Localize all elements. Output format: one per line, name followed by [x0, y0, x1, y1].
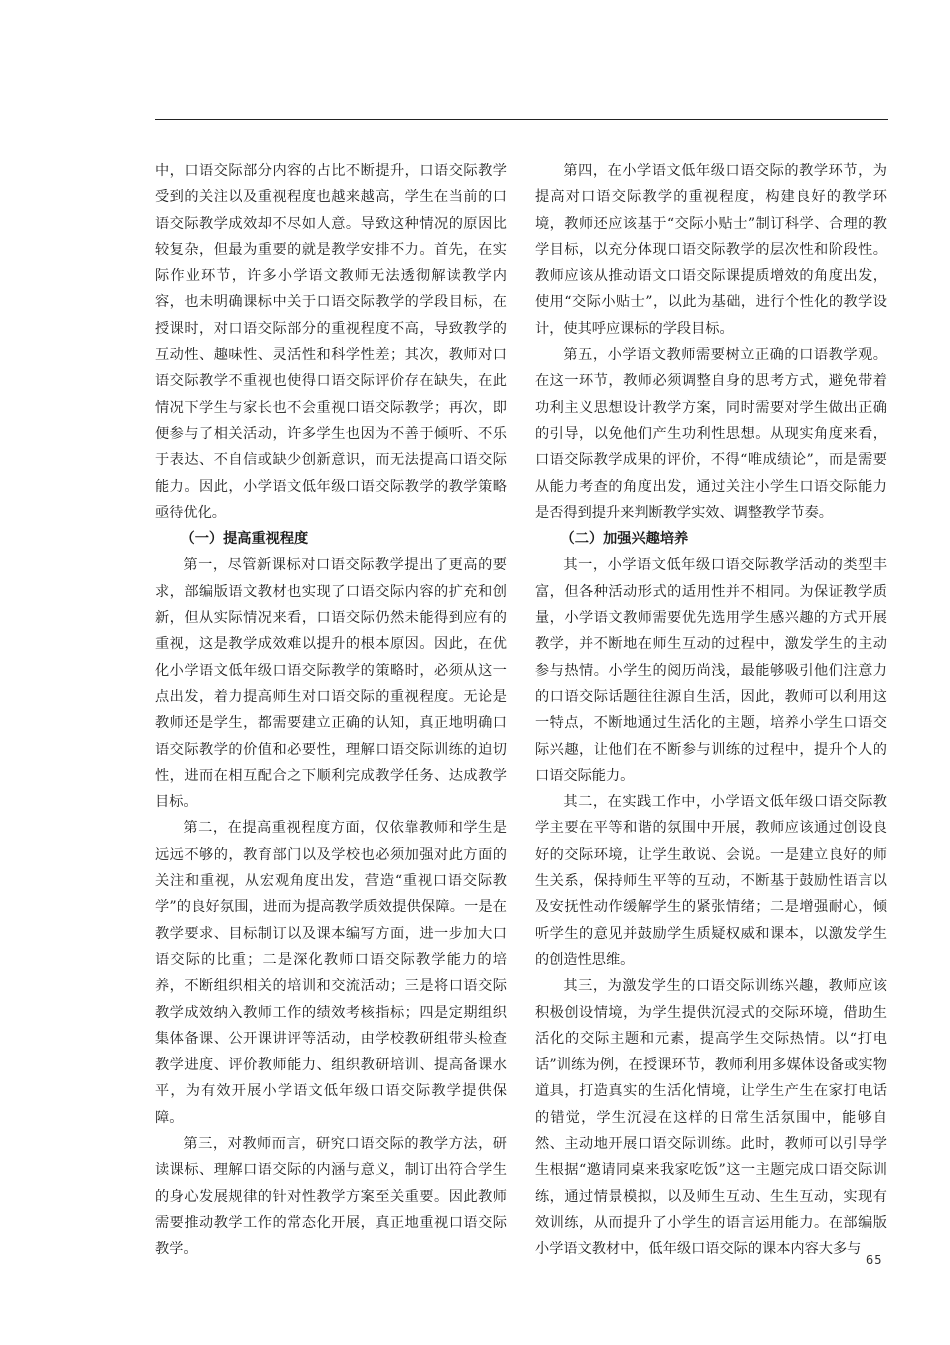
page-number: 65 [866, 1253, 883, 1267]
paragraph-fifth: 第五，小学语文教师需要树立正确的口语教学观。在这一环节，教师必须调整自身的思考方式，避免带着功利主义思想设计教学方案，同时需要对学生做出正确的引导，以免他们产生功利性思想。从现实角度来看，口语交际教学成果的评价，不得“唯成绩论”，而是需要从能力考查的角度出发，通过关注小学生口语交际能力是否得到提升来判断教学实效、调整教学节奏。 [535, 347, 887, 521]
paragraph-item-three: 其三，为激发学生的口语交际训练兴趣，教师应该积极创设情境，为学生提供沉浸式的交际环境，借助生活化的交际主题和元素，提高学生交际热情。以“打电话”训练为例，在授课环节，教师利用多媒体设备或实物道具，打造真实的生活化情境，让学生产生在家打电话的错觉，学生沉浸在这样的日常生活氛围中，能够自然、主动地开展口语交际训练。此时，教师可以引导学生根据“邀请同桌来我家吃饭”这一主题完成口语交际训练，通过情景模拟，以及师生互动、生生互动，实现有效训练，从而提升了小学生的语言运用能力。在部编版小学语文教材中，低年级口语交际的课本内容大多与 [535, 978, 887, 1258]
section-heading-raise-importance: （一）提高重视程度 [180, 531, 309, 548]
header-rule [155, 119, 888, 120]
paragraph-second: 第二，在提高重视程度方面，仅依靠教师和学生是远远不够的，教育部门以及学校也必须加强对此方面的关注和重视，从宏观角度出发，营造“重视口语交际教学”的良好氛围，进而为提高教学质效提供保障。一是在教学要求、目标制订以及课本编写方面，进一步加大口语交际的比重；二是深化教师口语交际教学能力的培养，不断组织相关的培训和交流活动；三是将口语交际教学成效纳入教师工作的绩效考核指标；四是定期组织集体备课、公开课讲评等活动，由学校教研组带头检查教学进度、评价教师能力、组织教研培训、提高备课水平，为有效开展小学语文低年级口语交际教学提供保障。 [155, 820, 507, 1126]
paragraph-first: 第一，尽管新课标对口语交际教学提出了更高的要求，部编版语文教材也实现了口语交际内容的扩充和创新，但从实际情况来看，口语交际仍然未能得到应有的重视，这是教学成效难以提升的根本原因。因此，在优化小学语文低年级口语交际教学的策略时，必须从这一点出发，着力提高师生对口语交际的重视程度。无论是教师还是学生，都需要建立正确的认知，真正地明确口语交际教学的价值和必要性，理解口语交际训练的迫切性，进而在相互配合之下顺利完成教学任务、达成教学目标。 [155, 557, 507, 811]
section-heading-interest-cultivation: （二）加强兴趣培养 [560, 531, 689, 548]
paragraph-fourth: 第四，在小学语文低年级口语交际的教学环节，为提高对口语交际教学的重视程度，构建良好的教学环境，教师还应该基于“交际小贴士”制订科学、合理的教学目标，以充分体现口语交际教学的层次性和阶段性。教师应该从推动语文口语交际课提质增效的角度出发，使用“交际小贴士”，以此为基础，进行个性化的教学设计，使其呼应课标的学段目标。 [535, 163, 887, 337]
left-column [155, 158, 507, 1262]
right-column [535, 158, 887, 1262]
paragraph-item-one: 其一，小学语文低年级口语交际教学活动的类型丰富，但各种活动形式的适用性并不相同。为保证教学质量，小学语文教师需要优先选用学生感兴趣的方式开展教学，并不断地在师生互动的过程中，激发学生的主动参与热情。小学生的阅历尚浅，最能够吸引他们注意力的口语交际话题往往源自生活，因此，教师可以利用这一特点，不断地通过生活化的主题，培养小学生口语交际兴趣，让他们在不断参与训练的过程中，提升个人的口语交际能力。 [535, 557, 887, 784]
paragraph-continuation: 中，口语交际部分内容的占比不断提升，口语交际教学受到的关注以及重视程度也越来越高，学生在当前的口语交际教学成效却不尽如人意。导致这种情况的原因比较复杂，但最为重要的就是教学安排不力。首先，在实际作业环节，许多小学语文教师无法透彻解读教学内容，也未明确课标中关于口语交际教学的学段目标，在授课时，对口语交际部分的重视程度不高，导致教学的互动性、趣味性、灵活性和科学性差；其次，教师对口语交际教学不重视也使得口语交际评价存在缺失，在此情况下学生与家长也不会重视口语交际教学；再次，即便参与了相关活动，许多学生也因为不善于倾听、不乐于表达、不自信或缺少创新意识，而无法提高口语交际能力。因此，小学语文低年级口语交际教学的教学策略亟待优化。 [155, 163, 507, 521]
paragraph-item-two: 其二，在实践工作中，小学语文低年级口语交际教学主要在平等和谐的氛围中开展，教师应该通过创设良好的交际环境，让学生敢说、会说。一是建立良好的师生关系，保持师生平等的互动，不断基于鼓励性语言以及安抚性动作缓解学生的紧张情绪；二是增强耐心，倾听学生的意见并鼓励学生质疑权威和课本，以激发学生的创造性思维。 [535, 794, 887, 968]
paragraph-third: 第三，对教师而言，研究口语交际的教学方法，研读课标、理解口语交际的内涵与意义，制订出符合学生的身心发展规律的针对性教学方案至关重要。因此教师需要推动教学工作的常态化开展，真正地重视口语交际教学。 [155, 1135, 507, 1258]
